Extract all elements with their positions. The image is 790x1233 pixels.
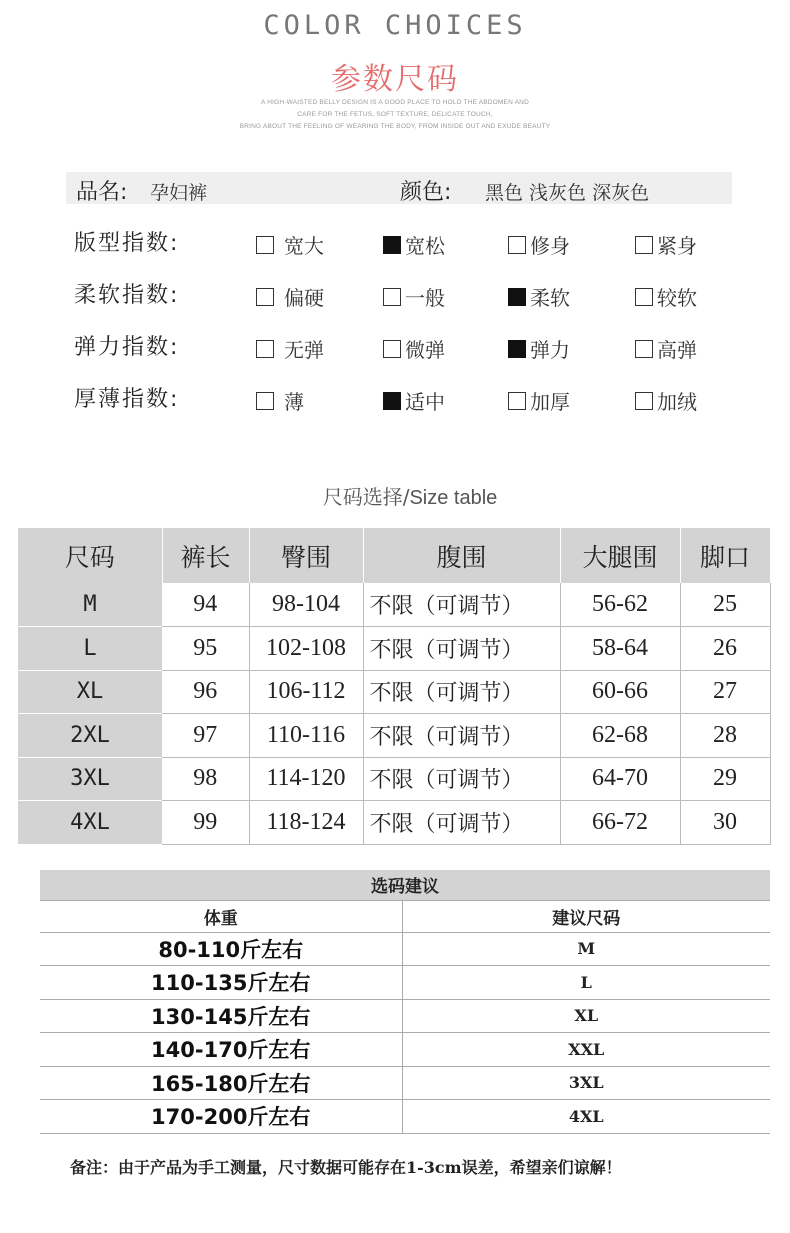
- index-option: [508, 282, 570, 311]
- size-table-header-cell: 尺码: [18, 528, 162, 583]
- advice-size-cell: L: [402, 966, 770, 1000]
- size-table-title-en: Size table: [409, 487, 498, 509]
- size-table-cell: 30: [680, 801, 770, 845]
- index-option-label: 较软: [657, 286, 697, 310]
- checkbox-icon: [635, 340, 653, 358]
- index-option-label: 加绒: [657, 390, 697, 414]
- index-option: [635, 334, 697, 363]
- size-advice-row: [40, 999, 770, 1033]
- size-table-cell: M: [18, 583, 162, 627]
- size-table-cell: 27: [680, 670, 770, 714]
- measurement-note: 备注：由于产品为手工测量，尺寸数据可能存在1-3cm误差，希望亲们谅解！: [70, 1158, 622, 1177]
- size-table-row: [18, 714, 770, 758]
- size-table-cell: 96: [162, 670, 249, 714]
- index-option-label: 弹力: [530, 338, 570, 362]
- size-table-cell: 97: [162, 714, 249, 758]
- checked-box-icon: [508, 340, 526, 358]
- header-subtitle-line: CARE FOR THE FETUS, SOFT TEXTURE, DELICATE TOUCH,: [297, 111, 493, 118]
- size-table-cell: 66-72: [560, 801, 680, 845]
- checkbox-icon: [635, 392, 653, 410]
- index-option-label: 柔软: [530, 286, 570, 310]
- checkbox-icon: [635, 288, 653, 306]
- checkbox-icon: [256, 288, 274, 306]
- size-table-cell: 29: [680, 757, 770, 801]
- advice-weight-cell: 140-170斤左右: [40, 1033, 402, 1067]
- index-option: [508, 386, 570, 415]
- checked-box-icon: [383, 392, 401, 410]
- size-table-cell: 26: [680, 627, 770, 671]
- checkbox-icon: [508, 392, 526, 410]
- advice-size-cell: 3XL: [402, 1066, 770, 1100]
- index-option: [256, 386, 304, 415]
- index-option: [256, 334, 324, 363]
- size-advice-table: [40, 870, 770, 1134]
- advice-weight-cell: 170-200斤左右: [40, 1100, 402, 1134]
- advice-weight-cell: 130-145斤左右: [40, 999, 402, 1033]
- index-option: [508, 334, 570, 363]
- size-table-cell: XL: [18, 670, 162, 714]
- size-table-cell: 不限（可调节）: [363, 801, 560, 845]
- checkbox-icon: [256, 392, 274, 410]
- size-table-cell: 不限（可调节）: [363, 714, 560, 758]
- advice-size-cell: M: [402, 932, 770, 966]
- product-name-label: 品名:: [76, 180, 128, 205]
- size-table-cell: 25: [680, 583, 770, 627]
- index-option-label: 修身: [530, 234, 570, 258]
- index-option-label: 薄: [284, 390, 304, 414]
- size-table-cell: 不限（可调节）: [363, 583, 560, 627]
- size-advice-row: [40, 1066, 770, 1100]
- size-table-cell: 64-70: [560, 757, 680, 801]
- size-table-cell: 118-124: [249, 801, 363, 845]
- advice-header-weight: 体重: [40, 900, 402, 932]
- size-table: [18, 528, 771, 845]
- index-option: [383, 386, 445, 415]
- size-table-header-row: [18, 528, 770, 583]
- size-table-header-cell: 脚口: [680, 528, 770, 583]
- index-option-label: 紧身: [657, 234, 697, 258]
- size-table-cell: 56-62: [560, 583, 680, 627]
- product-color-value: 黑色 浅灰色 深灰色: [485, 182, 650, 204]
- size-table-cell: 102-108: [249, 627, 363, 671]
- checked-box-icon: [383, 236, 401, 254]
- index-option-label: 宽松: [405, 234, 445, 258]
- size-table-row: [18, 583, 770, 627]
- size-table-cell: 98-104: [249, 583, 363, 627]
- header-title-cn: 参数尺码: [331, 62, 459, 97]
- size-table-header-cell: 腹围: [363, 528, 560, 583]
- size-table-header-cell: 裤长: [162, 528, 249, 583]
- advice-header-size: 建议尺码: [402, 900, 770, 932]
- index-option-label: 偏硬: [284, 286, 324, 310]
- size-table-cell: 95: [162, 627, 249, 671]
- size-table-cell: 不限（可调节）: [363, 670, 560, 714]
- advice-size-cell: 4XL: [402, 1100, 770, 1134]
- size-advice-row: [40, 932, 770, 966]
- checkbox-icon: [508, 236, 526, 254]
- size-table-row: [18, 627, 770, 671]
- size-table-cell: 3XL: [18, 757, 162, 801]
- size-table-cell: 不限（可调节）: [363, 757, 560, 801]
- index-option: [256, 282, 324, 311]
- index-option-label: 无弹: [284, 338, 324, 362]
- size-advice-row: [40, 1033, 770, 1067]
- checked-box-icon: [508, 288, 526, 306]
- advice-weight-cell: 80-110斤左右: [40, 932, 402, 966]
- size-table-cell: 114-120: [249, 757, 363, 801]
- index-option-label: 适中: [405, 390, 445, 414]
- size-table-cell: 58-64: [560, 627, 680, 671]
- index-option-label: 宽大: [284, 234, 324, 258]
- header-subtitle-line: BRING ABOUT THE FEELING OF WEARING THE BODY, FROM INSIDE OUT AND EXUDE BEAUTY: [239, 123, 551, 130]
- index-option-label: 高弹: [657, 338, 697, 362]
- index-label: 柔软指数:: [74, 283, 180, 308]
- index-option: [383, 230, 445, 259]
- size-table-cell: 62-68: [560, 714, 680, 758]
- index-label: 弹力指数:: [74, 335, 180, 360]
- size-table-cell: 99: [162, 801, 249, 845]
- index-option: [383, 282, 445, 311]
- checkbox-icon: [256, 340, 274, 358]
- size-table-cell: 98: [162, 757, 249, 801]
- checkbox-icon: [635, 236, 653, 254]
- advice-weight-cell: 165-180斤左右: [40, 1066, 402, 1100]
- header-title-en: COLOR CHOICES: [263, 10, 527, 41]
- index-label: 版型指数:: [74, 231, 180, 256]
- size-table-title: [0, 481, 790, 510]
- size-table-cell: 60-66: [560, 670, 680, 714]
- product-name-value: 孕妇裤: [150, 182, 208, 204]
- size-advice-row: [40, 1100, 770, 1134]
- index-option-label: 加厚: [530, 390, 570, 414]
- size-table-cell: 2XL: [18, 714, 162, 758]
- checkbox-icon: [256, 236, 274, 254]
- advice-weight-cell: 110-135斤左右: [40, 966, 402, 1000]
- size-table-cell: L: [18, 627, 162, 671]
- size-table-title-cn: 尺码选择/: [322, 485, 410, 509]
- size-table-cell: 110-116: [249, 714, 363, 758]
- checkbox-icon: [383, 288, 401, 306]
- size-advice-title: 选码建议: [40, 870, 770, 900]
- size-table-row: [18, 757, 770, 801]
- index-option-label: 一般: [405, 286, 445, 310]
- index-option: [508, 230, 570, 259]
- index-option: [635, 230, 697, 259]
- index-option: [383, 334, 445, 363]
- advice-size-cell: XL: [402, 999, 770, 1033]
- advice-size-cell: XXL: [402, 1033, 770, 1067]
- index-label: 厚薄指数:: [74, 387, 180, 412]
- size-table-cell: 106-112: [249, 670, 363, 714]
- size-table-cell: 28: [680, 714, 770, 758]
- size-table-cell: 不限（可调节）: [363, 627, 560, 671]
- size-table-row: [18, 670, 770, 714]
- index-option: [635, 386, 697, 415]
- header-subtitle-line: A HIGH-WAISTED BELLY DESIGN IS A GOOD PLACE TO HOLD THE ABDOMEN AND: [261, 99, 529, 106]
- size-table-row: [18, 801, 770, 845]
- size-table-cell: 4XL: [18, 801, 162, 845]
- index-option: [635, 282, 697, 311]
- checkbox-icon: [383, 340, 401, 358]
- size-table-cell: 94: [162, 583, 249, 627]
- index-option: [256, 230, 324, 259]
- index-option-label: 微弹: [405, 338, 445, 362]
- product-color-label: 颜色:: [400, 180, 452, 205]
- size-table-header-cell: 大腿围: [560, 528, 680, 583]
- size-table-header-cell: 臀围: [249, 528, 363, 583]
- size-advice-row: [40, 966, 770, 1000]
